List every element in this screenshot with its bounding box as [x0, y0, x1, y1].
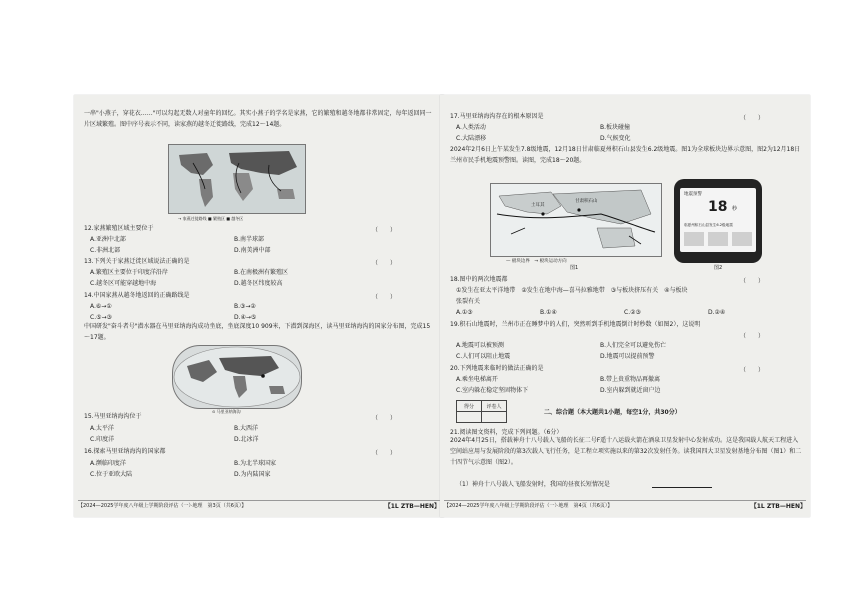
page-footer-right	[444, 500, 806, 510]
q12-answer-blank: （ ）	[372, 227, 397, 234]
exam-page-left	[74, 95, 444, 517]
grader-cell[interactable]	[482, 412, 507, 423]
q18-stem: 18.图中的两次地震都	[450, 276, 508, 283]
q14-option-b: B.③→②	[234, 303, 256, 310]
q16-option-a: A.濒临印度洋	[90, 460, 126, 467]
q15-option-b: B.大西洋	[234, 425, 259, 432]
q14-answer-blank: （ ）	[372, 294, 397, 301]
plate-boundary-map	[490, 183, 662, 257]
q17-option-d: D.气候变化	[600, 135, 631, 142]
plate-boundary-graphic	[491, 184, 661, 256]
q18-statements-line1: ①发生在亚太平洋地带 ②发生在地中海—喜马拉雅地带 ③与板块挤压有关 ④与板块	[456, 287, 688, 294]
score-cell[interactable]	[457, 412, 482, 423]
q20-option-c: C.室内躲在稳定坚固物体下	[456, 387, 529, 394]
q19-option-d: D.地震可以提前预警	[600, 353, 655, 360]
q18-statements-line2: 张裂有关	[456, 298, 481, 305]
map1-legend: → 家燕迁徙路线 ■ 繁殖区 ■ 越冬区	[178, 216, 244, 221]
q15-option-a: A.太平洋	[90, 425, 114, 432]
grader-label: 评卷人	[482, 401, 507, 412]
world-map-oval-graphic	[173, 346, 301, 408]
exam-page-right	[440, 95, 810, 517]
q17-option-b: B.板块碰撞	[600, 124, 631, 131]
mariana-trench-map	[172, 345, 302, 409]
q19-answer-blank: （ ）	[740, 333, 765, 340]
intro-earthquake: 2024年2月6日上午某发生7.8级地震，12月18日甘肃临夏州积石山县发生6.2级地震。图1为全球板块边界示意图，图2为12月18日兰州市民手机地震预警图。读图，完成18～20题。	[450, 146, 801, 164]
fig1-legend: — 板块边界 → 板块运动方向	[506, 259, 567, 264]
q15-option-c: C.印度洋	[90, 436, 115, 443]
q21-text: 2024年4月25日，搭载神舟十八号载人飞船的长征二号F遥十八运载火箭在酒泉卫星发射中心发射成功。这是我国载人航天工程进入空间站应用与发展阶段的第3次载人飞行任务，是工程立项实施以来的第32次发射任务。读我国四大卫星发射基地分布图（图1）和二十四节气示意图（图2）。	[450, 437, 802, 466]
phone-alert-line: 临夏州积石山县发生6.2级地震	[684, 223, 733, 227]
q14-option-c: C.⑤→③	[90, 314, 112, 321]
alert-tile-3	[732, 232, 752, 246]
q19-option-c: C.人们可以阻止地震	[456, 353, 511, 360]
q21-sub1-answer-line[interactable]	[652, 487, 712, 488]
page-footer-left	[78, 500, 440, 510]
q19-stem: 19.积石山地震时，兰州市正在睡梦中的人们，突然听到手机地震倒计时秒数（如图2），这说明	[450, 321, 701, 328]
footer-left-code: 【1L ZTB—HEN】	[384, 503, 440, 510]
q19-option-a: A.地震可以被预测	[456, 342, 504, 349]
phone-header: 地震预警	[684, 192, 702, 197]
q12-stem: 12.家燕繁殖区域主要位于	[84, 225, 154, 232]
score-label: 得分	[457, 401, 482, 412]
intro-swallow: 一串"小燕子，穿花衣……"可以勾起无数人对童年的回忆。其实小燕子的学名是家燕，它的繁殖和越冬地都非常固定，每年返回同一片区域繁殖。图中序号表示不同，读家燕的越冬迁徙路线，完成12～14题。	[84, 110, 432, 128]
q12-option-c: C.非洲北部	[90, 247, 121, 254]
label-jishishan: 甘肃积石山	[575, 199, 598, 204]
q13-option-d: D.越冬区纬度较高	[234, 280, 283, 287]
q20-option-b: B.带上贵重物品再撤离	[600, 376, 661, 383]
q15-answer-blank: （ ）	[372, 415, 397, 422]
q19-option-b: B.人们完全可以避免伤亡	[600, 342, 667, 349]
q15-option-d: D.北冰洋	[234, 436, 259, 443]
section-2-heading: 二、综合题（本大题共1小题，每空1分，共30分）	[544, 409, 681, 416]
q15-stem: 15.马里亚纳海沟位于	[84, 413, 142, 420]
q17-stem: 17.马里亚纳海沟存在的根本原因是	[450, 113, 544, 120]
q13-option-b: B.在南极洲有繁殖区	[234, 269, 289, 276]
fig1-caption: 图1	[570, 265, 579, 271]
world-map-graphic	[169, 145, 305, 213]
q17-option-c: C.大陆漂移	[456, 135, 487, 142]
alert-tile-1	[684, 232, 704, 246]
footer-right-text: 【2024—2025学年度八年级上学期阶段评估（一）·地理 第4页（共6页）】	[444, 503, 613, 509]
phone-screen	[680, 188, 756, 252]
q13-option-a: A.繁殖区主要位于印度洋沿岸	[90, 269, 168, 276]
footer-right-code: 【1L ZTB—HEN】	[750, 503, 806, 510]
alert-tile-2	[708, 232, 728, 246]
q13-answer-blank: （ ）	[372, 260, 397, 267]
q14-option-a: A.⑥→①	[90, 303, 112, 310]
q20-option-a: A.乘坐电梯离开	[456, 376, 498, 383]
q21-stem: 21.阅读图文资料，完成下列问题。（6分）	[450, 429, 563, 436]
q16-option-d: D.为内陆国家	[234, 471, 271, 478]
q16-answer-blank: （ ）	[372, 450, 397, 457]
q20-answer-blank: （ ）	[740, 367, 765, 374]
q14-option-d: D.④→⑤	[234, 314, 257, 321]
q17-option-a: A.人类活动	[456, 124, 486, 131]
label-turkey: 土耳其	[531, 203, 545, 208]
q13-option-c: C.越冬区可能穿越地中海	[90, 280, 157, 287]
countdown-seconds: 18	[708, 199, 728, 215]
q18-option-d: D.②④	[708, 309, 726, 316]
q18-option-b: B.①④	[540, 309, 557, 316]
q16-option-c: C.位于亚欧大陆	[90, 471, 133, 478]
q12-option-a: A.亚洲中北部	[90, 236, 126, 243]
q17-answer-blank: （ ）	[740, 115, 765, 122]
swallow-migration-map	[168, 144, 306, 214]
q18-option-a: A.①③	[456, 309, 473, 316]
fig2-caption: 图2	[714, 265, 723, 271]
phone-earthquake-alert	[674, 179, 762, 263]
intro-mariana: 中国研发"奋斗者号"潜水器在马里亚纳海沟成功坐底，坐底深度10 909米，下潜到深海区，读马里亚纳海沟的国家分布图，完成15～17题。	[84, 323, 431, 341]
q12-option-b: B.南半球部	[234, 236, 265, 243]
q16-option-b: B.为北半球国家	[234, 460, 277, 467]
q18-answer-blank: （ ）	[740, 278, 765, 285]
q13-stem: 13.下列关于家燕迁徙区域说法正确的是	[84, 258, 190, 265]
score-table	[456, 400, 507, 423]
q20-stem: 20.下列地震来临时的做法正确的是	[450, 365, 544, 372]
map2-legend: ⊙ 马里亚纳海沟	[212, 409, 241, 414]
q14-stem: 14.中国家燕从越冬地返回的正确路线是	[84, 292, 190, 299]
countdown-unit: 秒	[732, 206, 738, 212]
q16-stem: 16.探索马里亚纳海沟的国家都	[84, 448, 166, 455]
q12-option-d: D.南美洲中部	[234, 247, 271, 254]
q18-option-c: C.②③	[624, 309, 641, 316]
q20-option-d: D.室内躲到就近窗户边	[600, 387, 661, 394]
q21-sub1: （1）神舟十八号载人飞船发射时，我国的昼夜长短情况是	[456, 481, 610, 488]
footer-left-text: 【2024—2025学年度八年级上学期阶段评估（一）·地理 第3页（共6页）】	[78, 503, 247, 509]
